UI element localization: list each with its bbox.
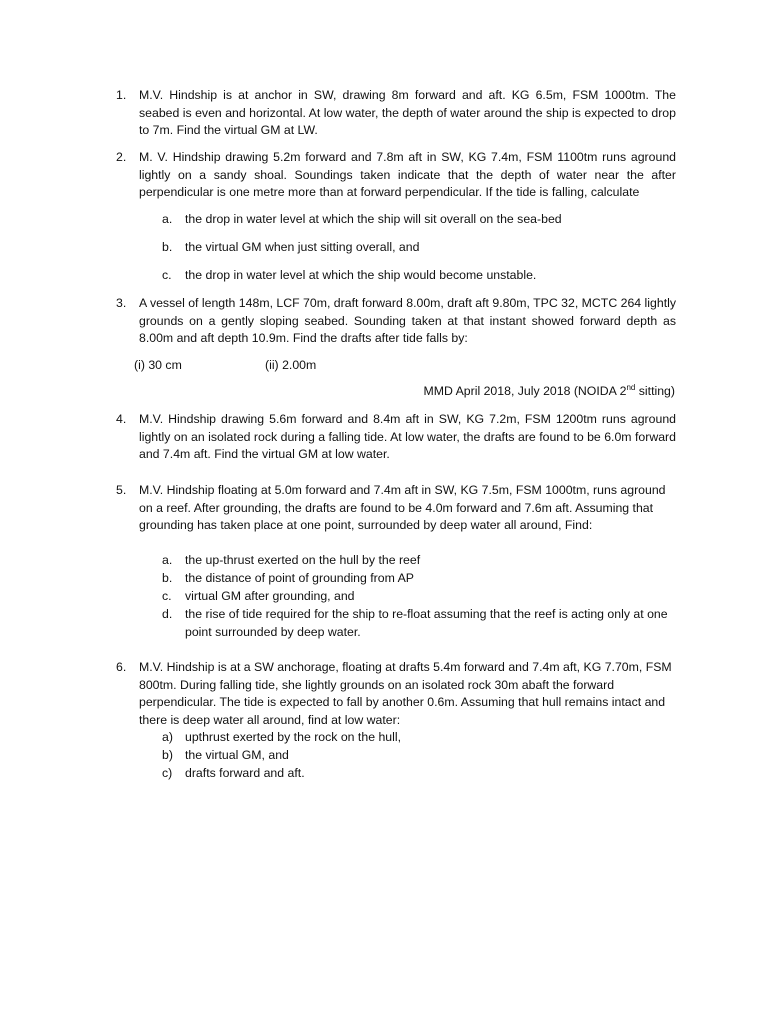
- question-2-part-b: [162, 239, 676, 257]
- question-2-part-c: [162, 267, 676, 285]
- part-text: the drop in water level at which the ship would become unstable.: [185, 268, 537, 282]
- reference-suffix: sitting): [635, 384, 675, 398]
- part-label: b.: [162, 240, 173, 254]
- question-5-part-c: [162, 588, 676, 606]
- question-6: [116, 659, 676, 729]
- question-number: 6.: [116, 660, 127, 674]
- question-2-part-a: [162, 211, 676, 229]
- question-5-part-b: [162, 570, 676, 588]
- part-label: a.: [162, 553, 173, 567]
- question-6-part-b: [162, 747, 676, 765]
- question-text: M.V. Hindship is at anchor in SW, drawing 8m forward and aft. KG 6.5m, FSM 1000tm. The seabed is even and horizontal. At low water, the depth of water around the ship is expected to drop to 7m. Find the virtual GM at LW.: [139, 88, 676, 137]
- part-label: c): [162, 766, 173, 780]
- question-3-part-ii: (ii) 2.00m: [265, 358, 317, 372]
- part-text: virtual GM after grounding, and: [185, 589, 355, 603]
- question-3-part-i: (i) 30 cm: [134, 358, 182, 372]
- question-3: [116, 295, 676, 348]
- part-label: d.: [162, 607, 173, 621]
- question-1: [116, 87, 676, 140]
- question-4: [116, 411, 676, 464]
- question-number: 3.: [116, 296, 127, 310]
- question-number: 2.: [116, 150, 127, 164]
- question-number: 1.: [116, 88, 127, 102]
- part-label: a): [162, 730, 173, 744]
- question-2: [116, 149, 676, 202]
- question-5-part-a: [162, 552, 676, 570]
- question-text: M. V. Hindship drawing 5.2m forward and 7.8m aft in SW, KG 7.4m, FSM 1100tm runs aground lightly on a sandy shoal. Soundings taken indicate that the depth of water near the after perpendicular is one metre more than at forward perpendicular. If the tide is falling, calculate: [139, 150, 676, 199]
- reference-prefix: MMD April 2018, July 2018 (NOIDA 2: [423, 384, 627, 398]
- part-text: the virtual GM when just sitting overall, and: [185, 240, 420, 254]
- question-text: M.V. Hindship is at a SW anchorage, floating at drafts 5.4m forward and 7.4m aft, KG 7.70m, FSM 800tm. During falling tide, she lightly grounds on an isolated rock 30m abaft the forward perpendicular. The tide is expected to fall by another 0.6m. Assuming that hull remains intact and there is deep water all around, find at low water:: [139, 660, 672, 727]
- part-text: the distance of point of grounding from AP: [185, 571, 415, 585]
- question-number: 4.: [116, 412, 127, 426]
- part-text: upthrust exerted by the rock on the hull,: [185, 730, 402, 744]
- question-text: M.V. Hindship floating at 5.0m forward and 7.4m aft in SW, KG 7.5m, FSM 1000tm, runs aground on a reef. After grounding, the drafts are found to be 4.0m forward and 7.6m aft. Assuming that grounding has taken place at one point, surrounded by deep water all around, Find:: [139, 483, 666, 532]
- part-label: a.: [162, 212, 173, 226]
- question-text: M.V. Hindship drawing 5.6m forward and 8.4m aft in SW, KG 7.2m, FSM 1200tm runs aground lightly on an isolated rock during a falling tide. At low water, the drafts are found to be 6.0m forward and 7.4m aft. Find the virtual GM at low water.: [139, 412, 676, 461]
- question-text: A vessel of length 148m, LCF 70m, draft forward 8.00m, draft aft 9.80m, TPC 32, MCTC 264 lightly grounds on a gently sloping seabed. Sounding taken at that instant showed forward depth as 8.00m and aft depth 10.9m. Find the drafts after tide falls by:: [139, 296, 676, 345]
- question-5: [116, 482, 676, 535]
- part-text: the virtual GM, and: [185, 748, 289, 762]
- part-label: b.: [162, 571, 173, 585]
- question-6-part-a: [162, 729, 676, 747]
- reference-superscript: nd: [626, 382, 636, 392]
- part-label: c.: [162, 589, 172, 603]
- part-label: b): [162, 748, 173, 762]
- question-5-part-d: [162, 606, 676, 641]
- exam-reference: [423, 383, 675, 401]
- part-text: the up-thrust exerted on the hull by the reef: [185, 553, 421, 567]
- part-text: the rise of tide required for the ship to re-float assuming that the reef is acting only at one point surrounded by deep water.: [185, 607, 668, 639]
- part-text: drafts forward and aft.: [185, 766, 305, 780]
- question-number: 5.: [116, 483, 127, 497]
- part-text: the drop in water level at which the ship will sit overall on the sea-bed: [185, 212, 562, 226]
- part-label: c.: [162, 268, 172, 282]
- question-6-part-c: [162, 765, 676, 783]
